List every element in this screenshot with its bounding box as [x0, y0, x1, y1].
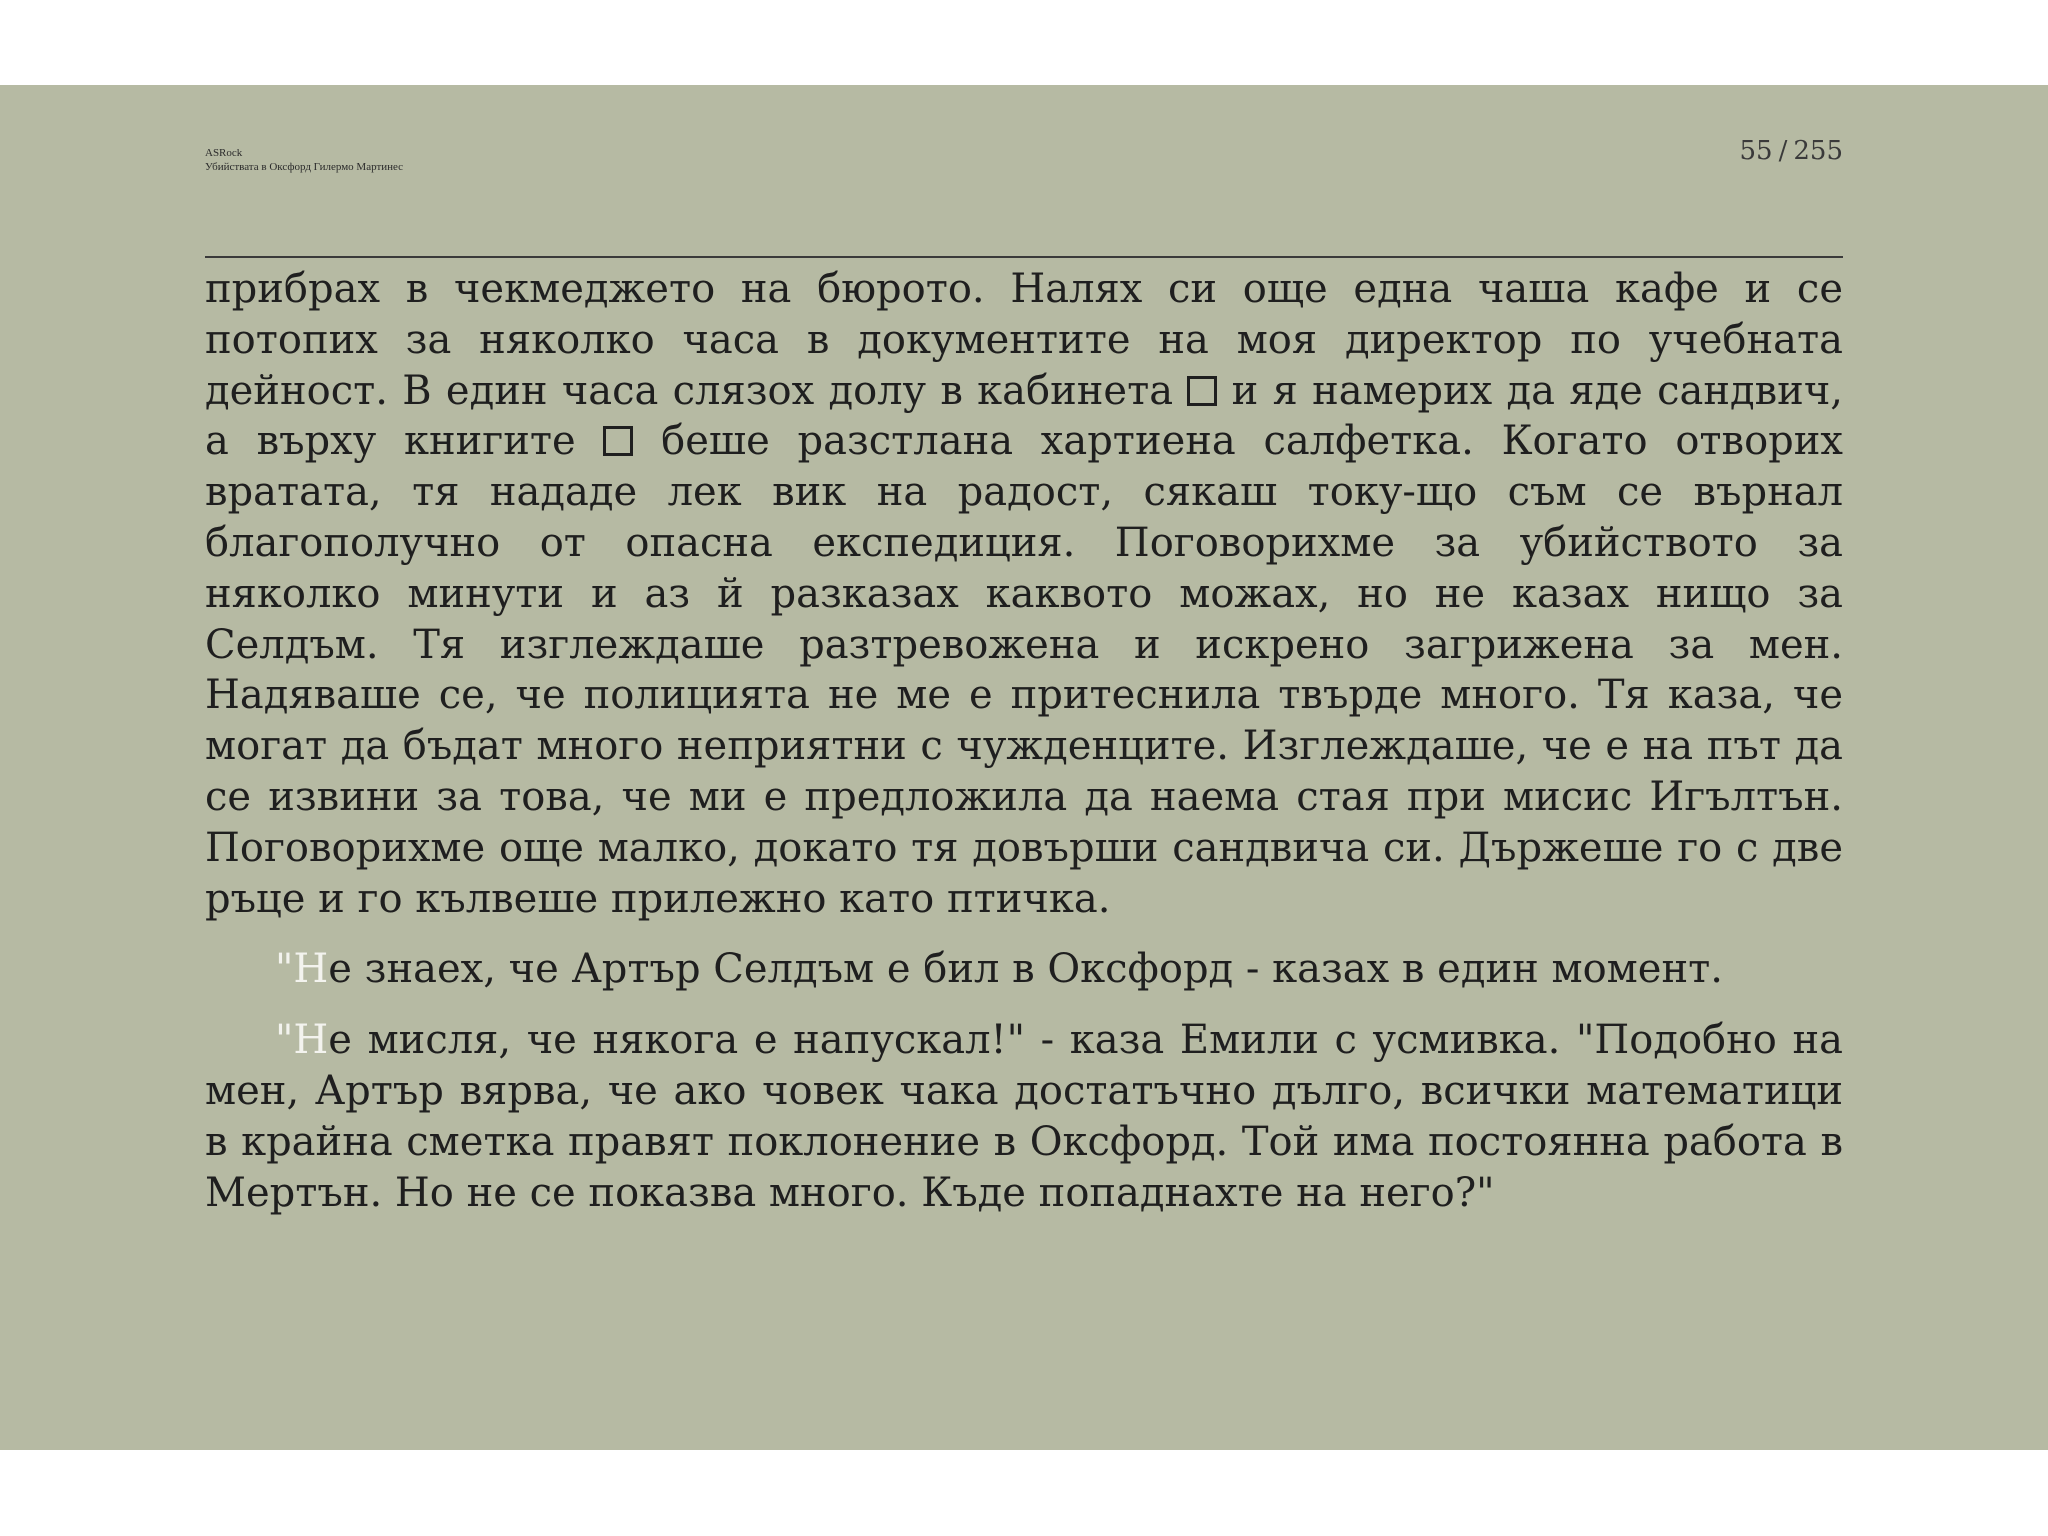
header-meta	[205, 146, 403, 174]
missing-glyph-box-icon	[1187, 376, 1217, 406]
current-page: 55	[1739, 136, 1773, 166]
total-pages: 255	[1793, 136, 1843, 166]
app-name: ASRock	[205, 147, 243, 159]
paragraph-text: беше разстлана хартиена салфетка. Когато отворих вратата, тя нададе лек вик на радост, сякаш току-що съм се върнал благополучно от опасна експедиция. Поговорихме за убийството за няколко минути и аз й разказах каквото можах, но не казах нищо за Селдъм. Тя изглеждаше разтревожена и искрено загрижена за мен. Надяваше се, че полицията не ме е притеснила твърде много. Тя каза, че могат да бъдат много неприятни с чужденците. Изглеждаше, че е на път да се извини за това, че ми е предложила да наема стая при мисис Игълтън. Поговорихме още малко, докато тя довърши сандвича си. Държеше го с две ръце и го кълвеше прилежно като птичка.	[205, 418, 1843, 922]
paragraph-text: е знаех, че Артър Селдъм е бил в Оксфорд - казах в един момент.	[328, 946, 1723, 993]
page-counter	[1740, 136, 1844, 166]
book-title: Убийствата в Оксфорд Гилермо Мартинес	[205, 161, 404, 173]
paragraph	[205, 944, 1843, 995]
page-header	[205, 136, 1843, 258]
missing-glyph-box-icon	[603, 426, 633, 456]
dropcap: "Н	[275, 946, 329, 993]
paragraph-text: е мисля, че някога е напускал!" - каза Емили с усмивка. "Подобно на мен, Артър вярва, че ако човек чака достатъчно дълго, всички математици в крайна сметка правят поклонение в Оксфорд. Той има постоянна работа в Мертън. Но не се показва много. Къде попаднахте на него?"	[205, 1017, 1843, 1216]
paragraph-text: прибрах в чекмеджето на бюрото. Налях си още една чаша кафе и се потопих за няколко часа в документите на моя директор по учебната дейност. В един часа слязох долу в кабинета	[205, 266, 1843, 414]
dropcap: "Н	[275, 1017, 329, 1064]
paragraph-text: и я намерих да яде сандвич, а върху книгите	[205, 367, 1843, 465]
paragraph	[205, 264, 1843, 924]
page-separator: /	[1778, 136, 1788, 166]
paragraph	[205, 1015, 1843, 1218]
book-text[interactable]	[205, 264, 1843, 1218]
